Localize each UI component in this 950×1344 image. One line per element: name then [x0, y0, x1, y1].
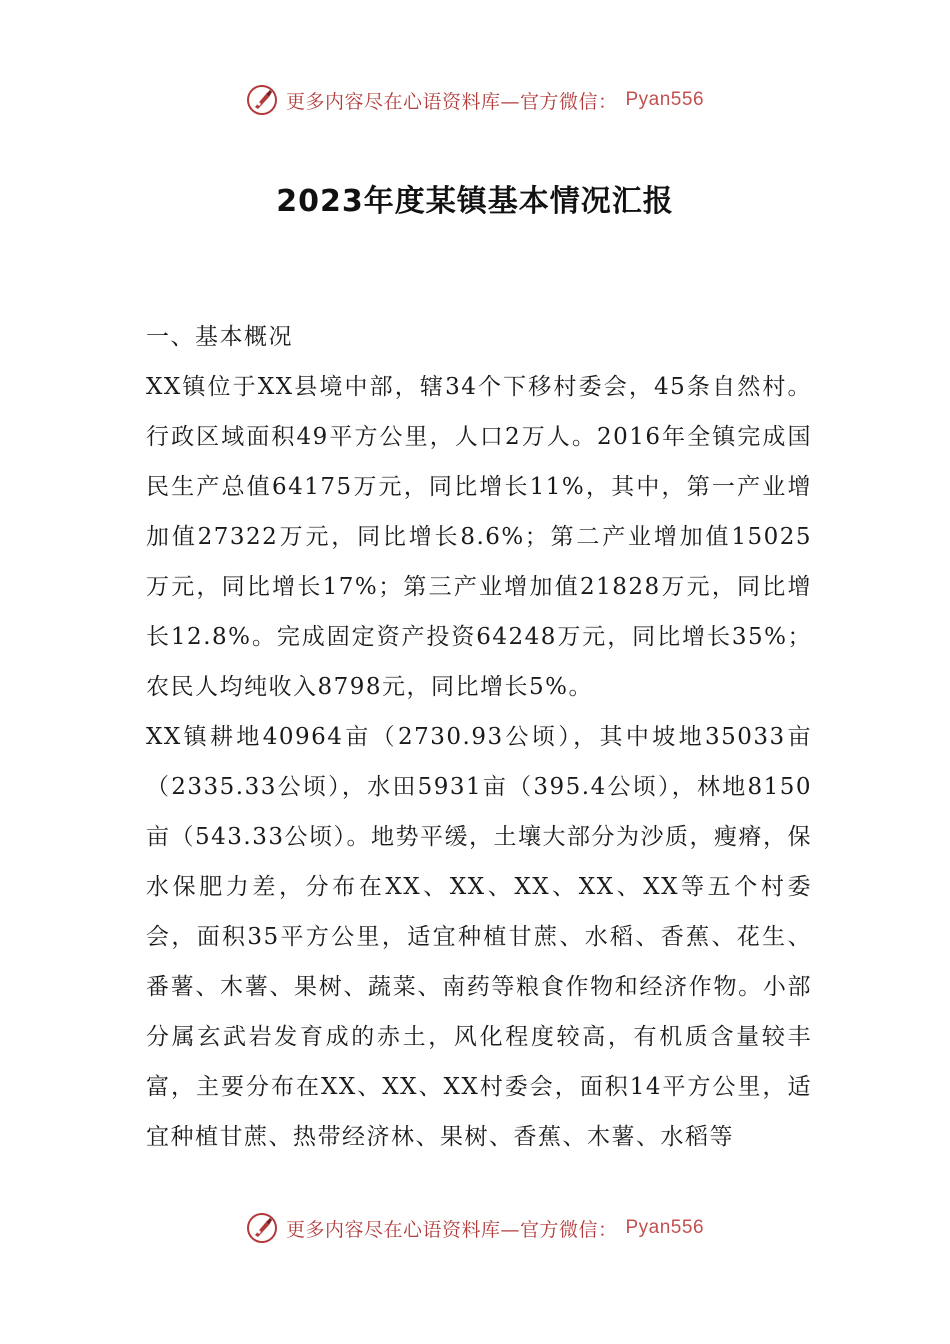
watermark-text: 更多内容尽在心语资料库—官方微信：	[285, 1218, 618, 1241]
paragraph-overview: XX镇位于XX县境中部，辖34个下移村委会，45条自然村。行政区域面积49平方公里，人口2万人。2016年全镇完成国民生产总值64175万元，同比增长11%，其中，第一产业增加值27322万元，同比增长8.6%；第二产业增加值15025万元，同比增长17%；第三产业增加值21828万元，同比增长12.8%。完成固定资产投资64248万元，同比增长35%；农民人均纯收入8798元，同比增长5%。	[146, 374, 812, 700]
section-heading: 一、基本概况	[146, 324, 293, 350]
watermark-banner-top	[0, 84, 950, 116]
watermark-banner-bottom	[0, 1212, 950, 1244]
paragraph-land: XX镇耕地40964亩（2730.93公顷），其中坡地35033亩（2335.33公顷），水田5931亩（395.4公顷），林地8150亩（543.33公顷）。地势平缓，土壤大部分为沙质，瘦瘠，保水保肥力差，分布在XX、XX、XX、XX、XX等五个村委会，面积35平方公里，适宜种植甘蔗、水稻、香蕉、花生、番薯、木薯、果树、蔬菜、南药等粮食作物和经济作物。小部分属玄武岩发育成的赤土，风化程度较高，有机质含量较丰富，主要分布在XX、XX、XX村委会，面积14平方公里，适宜种植甘蔗、热带经济林、果树、香蕉、木薯、水稻等	[146, 724, 812, 1150]
watermark-wechat-id: Pyan556	[625, 89, 705, 110]
pen-nib-logo-icon	[246, 84, 278, 116]
watermark-wechat-id: Pyan556	[625, 1217, 705, 1238]
document-title: 2023年度某镇基本情况汇报	[276, 184, 674, 219]
watermark-text: 更多内容尽在心语资料库—官方微信：	[285, 90, 618, 113]
document-body	[146, 312, 812, 1162]
pen-nib-logo-icon	[246, 1212, 278, 1244]
